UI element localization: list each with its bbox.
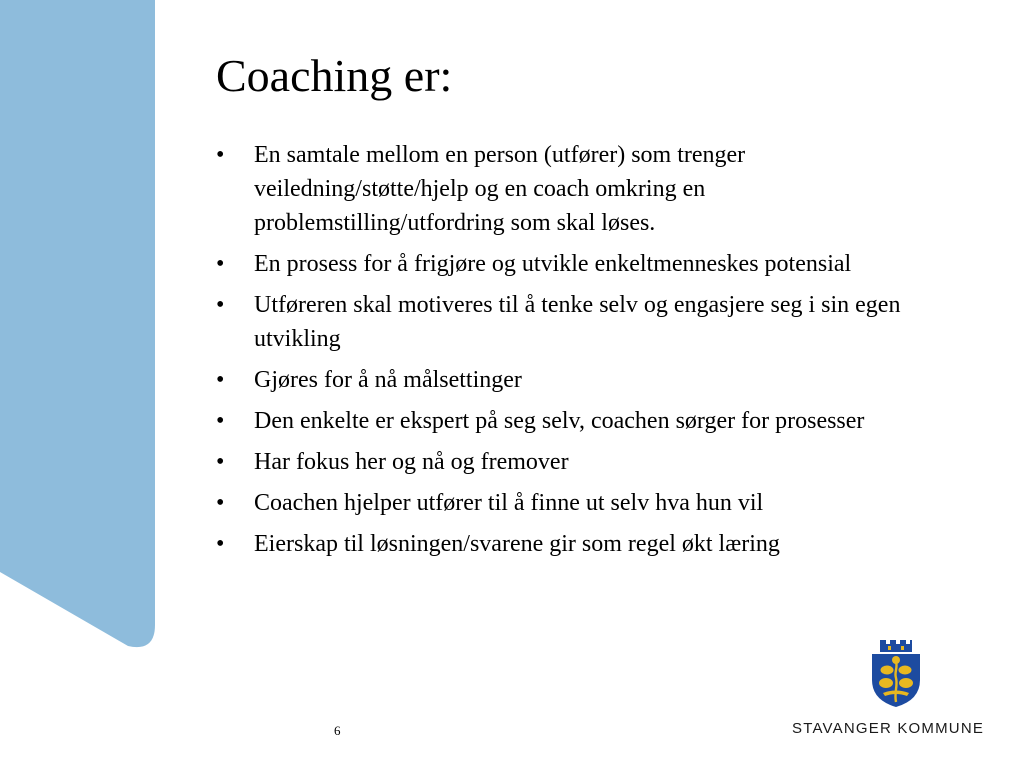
bullet-text: En samtale mellom en person (utfører) som trenger veiledning/støtte/hjelp og en coach omkring en problemstilling/utfordring som skal løses. bbox=[254, 142, 746, 236]
bullet-text: Har fokus her og nå og fremover bbox=[254, 449, 569, 475]
bullet-marker: • bbox=[216, 142, 225, 168]
bullet-item bbox=[216, 138, 936, 240]
slide-title: Coaching er: bbox=[216, 50, 453, 101]
bullet-item bbox=[216, 288, 936, 356]
bullet-text: Gjøres for å nå målsettinger bbox=[254, 367, 522, 393]
bullet-marker: • bbox=[216, 367, 225, 393]
bullet-marker: • bbox=[216, 408, 225, 434]
bullet-list bbox=[216, 138, 936, 568]
bullet-text: En prosess for å frigjøre og utvikle enkeltmenneskes potensial bbox=[254, 251, 852, 277]
page-number: 6 bbox=[334, 723, 341, 738]
bullet-item bbox=[216, 247, 936, 281]
bullet-text: Den enkelte er ekspert på seg selv, coachen sørger for prosesser bbox=[254, 408, 865, 434]
bullet-text: Coachen hjelper utfører til å finne ut selv hva hun vil bbox=[254, 490, 764, 516]
stavanger-kommune-logo bbox=[792, 636, 1002, 746]
sidebar-shape bbox=[0, 0, 155, 647]
brand-text: STAVANGER KOMMUNE bbox=[792, 720, 985, 737]
sidebar-decoration bbox=[0, 0, 160, 660]
bullet-item bbox=[216, 486, 936, 520]
bullet-marker: • bbox=[216, 251, 225, 277]
stavanger-coat-of-arms-icon bbox=[870, 636, 922, 708]
bullet-marker: • bbox=[216, 490, 225, 516]
bullet-item bbox=[216, 527, 936, 561]
bullet-item bbox=[216, 445, 936, 479]
bullet-marker: • bbox=[216, 292, 225, 318]
bullet-item bbox=[216, 363, 936, 397]
bullet-text: Eierskap til løsningen/svarene gir som regel økt læring bbox=[254, 531, 780, 557]
bullet-marker: • bbox=[216, 531, 225, 557]
bullet-marker: • bbox=[216, 449, 225, 475]
bullet-text: Utføreren skal motiveres til å tenke selv og engasjere seg i sin egen utvikling bbox=[254, 292, 901, 352]
bullet-item bbox=[216, 404, 936, 438]
